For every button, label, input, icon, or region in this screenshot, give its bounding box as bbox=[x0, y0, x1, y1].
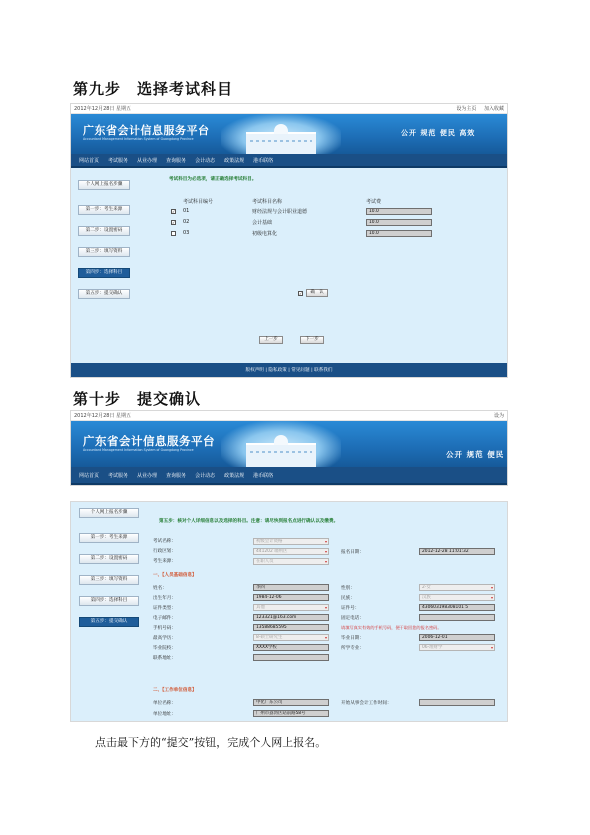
address-field[interactable] bbox=[253, 654, 329, 661]
site-banner bbox=[71, 114, 507, 154]
set-homepage-link[interactable]: 设为 bbox=[493, 413, 504, 419]
step9-screenshot bbox=[70, 103, 508, 378]
school-label: 毕业院校： bbox=[153, 646, 176, 651]
idtype-select[interactable]: 其他 ▾ bbox=[253, 604, 329, 611]
date-bar bbox=[71, 104, 507, 114]
main-nav bbox=[71, 154, 507, 168]
slogan: 公开 规范 便民 bbox=[446, 450, 505, 459]
site-title: 广东省会计信息服务平台 bbox=[83, 434, 215, 448]
site-subtitle: Accountant Management Information System of Guangdong Province bbox=[83, 448, 194, 452]
email-label: 电子邮件： bbox=[153, 616, 176, 621]
nav-policy[interactable]: 政策法规 bbox=[224, 157, 245, 164]
nav-practice[interactable]: 从业办理 bbox=[137, 157, 158, 164]
step-1-button[interactable]: 第一步：考生来源 bbox=[78, 205, 130, 215]
unit-address-field[interactable]: 广州市荔湾区站前路58号 bbox=[253, 710, 329, 717]
step-1-button[interactable]: 第一步：考生来源 bbox=[79, 533, 139, 543]
main-nav bbox=[71, 467, 507, 485]
confirm-button[interactable]: 确 认 bbox=[306, 289, 328, 297]
name-field[interactable]: 李四 bbox=[253, 584, 329, 591]
step9-heading: 第九步 选择考试科目 bbox=[73, 80, 234, 98]
edu-label: 最高学历： bbox=[153, 636, 176, 641]
edu-select[interactable]: 8-硕士研究生 ▾ bbox=[253, 634, 329, 641]
notice-text: 第五步：核对个人详细信息以及选择的科目。注意：请尽快到报名点进行确认以及缴费。 bbox=[159, 519, 339, 524]
step-2-button[interactable]: 第二步：设置密码 bbox=[78, 226, 130, 236]
top-links bbox=[488, 412, 504, 419]
start-work-field[interactable] bbox=[419, 699, 495, 706]
subject-03-name: 初级电算化 bbox=[252, 231, 278, 237]
date-bar bbox=[71, 411, 507, 421]
exam-name-select[interactable]: 初级会计资格 ▾ bbox=[253, 538, 329, 545]
phone-field[interactable] bbox=[419, 614, 495, 621]
subject-01-fee: 10.0 bbox=[366, 208, 432, 215]
major-label: 所学专业： bbox=[341, 646, 364, 651]
name-label: 姓名： bbox=[153, 586, 167, 591]
set-homepage-link[interactable]: 设为主页 bbox=[456, 106, 477, 112]
steps-title: 个人网上报名步骤 bbox=[79, 508, 139, 518]
footer-faq[interactable]: 常见问题 bbox=[291, 368, 310, 373]
ethnic-label: 民族： bbox=[341, 596, 355, 601]
subject-01-checkbox[interactable]: ✓ bbox=[172, 209, 176, 214]
nav-links[interactable]: 港币联络 bbox=[253, 157, 274, 164]
idno-field[interactable]: 430603198308101 5 bbox=[419, 604, 495, 611]
start-work-label: 开始从事会计工作时间： bbox=[341, 701, 392, 706]
steps-title: 个人网上报名步骤 bbox=[78, 180, 130, 190]
col-code-header: 考试科目编号 bbox=[183, 199, 214, 205]
site-footer: 版权声明 | 隐私政策 | 常见问题 | 联系我们 bbox=[71, 363, 507, 377]
footer-contact[interactable]: 联系我们 bbox=[314, 368, 333, 373]
building-image bbox=[246, 443, 316, 467]
work-info-title: 二、【工作单位信息】 bbox=[153, 688, 197, 693]
step-3-button[interactable]: 第三步：填写资料 bbox=[78, 247, 130, 257]
subject-03-checkbox[interactable] bbox=[171, 231, 176, 236]
nav-home[interactable]: 网站首页 bbox=[79, 157, 100, 164]
next-step-button[interactable]: 下一步 bbox=[300, 336, 324, 344]
school-field[interactable]: XXXX学校 bbox=[253, 644, 329, 651]
subject-03-code: 03 bbox=[183, 230, 190, 236]
site-title: 广东省会计信息服务平台 bbox=[83, 124, 210, 137]
ethnic-select[interactable]: 汉族 ▾ bbox=[419, 594, 495, 601]
idno-label: 证件号： bbox=[341, 606, 360, 611]
subject-03-fee: 10.0 bbox=[366, 230, 432, 237]
step-5-button[interactable]: 第五步：提交确认 bbox=[79, 617, 139, 627]
step10-header-screenshot bbox=[70, 410, 508, 486]
footer-copyright[interactable]: 版权声明 bbox=[245, 368, 264, 373]
step-2-button[interactable]: 第二步：设置密码 bbox=[79, 554, 139, 564]
grad-date-field[interactable]: 2006-12-01 bbox=[419, 634, 495, 641]
building-image bbox=[246, 132, 316, 154]
confirm-checkbox[interactable]: ✓ bbox=[299, 291, 303, 296]
nav-policy[interactable]: 政策法规 bbox=[224, 472, 245, 479]
region-select[interactable]: 441202 端州区 ▾ bbox=[253, 548, 329, 555]
mobile-hint: 请填写真实有效的手机号码，便于取回您的报名密码。 bbox=[341, 625, 442, 630]
email-field[interactable]: 123321@163.com bbox=[253, 614, 329, 621]
nav-home[interactable]: 网站首页 bbox=[79, 472, 100, 479]
footer-privacy[interactable]: 隐私政策 bbox=[268, 368, 287, 373]
step-4-button[interactable]: 第四步：选择科目 bbox=[78, 268, 130, 278]
nav-news[interactable]: 会计动态 bbox=[195, 157, 216, 164]
unit-label: 单位名称： bbox=[153, 701, 176, 706]
nav-exam[interactable]: 考试服务 bbox=[108, 472, 129, 479]
grad-date-label: 毕业日期： bbox=[341, 636, 364, 641]
unit-field[interactable]: 中化广东公司 bbox=[253, 699, 329, 706]
nav-practice[interactable]: 从业办理 bbox=[137, 472, 158, 479]
subject-02-code: 02 bbox=[183, 219, 190, 225]
unit-address-label: 单位地址： bbox=[153, 712, 176, 717]
subject-01-code: 01 bbox=[183, 208, 190, 214]
address-label: 联系地址： bbox=[153, 656, 176, 661]
nav-exam[interactable]: 考试服务 bbox=[108, 157, 129, 164]
step9-content bbox=[71, 168, 507, 377]
reg-date-field[interactable]: 2012-12-28 11:01:32 bbox=[419, 548, 495, 555]
col-fee-header: 考试费 bbox=[366, 199, 382, 205]
subject-02-checkbox[interactable]: ✓ bbox=[172, 220, 176, 225]
nav-query[interactable]: 查询服务 bbox=[166, 472, 187, 479]
site-subtitle: Accountant Management Information System of Guangdong Province bbox=[83, 137, 194, 141]
gender-select[interactable]: 2-女 ▾ bbox=[419, 584, 495, 591]
site-banner bbox=[71, 421, 507, 467]
nav-links[interactable]: 港币联络 bbox=[253, 472, 274, 479]
exam-name-label: 考试名称： bbox=[153, 539, 176, 544]
birth-field[interactable]: 1984-12-06 bbox=[253, 594, 329, 601]
step10-form-screenshot bbox=[70, 501, 508, 722]
source-label: 考生来源： bbox=[153, 559, 176, 564]
date-text: 2012年12月28日 星期五 bbox=[74, 413, 132, 419]
top-links bbox=[450, 105, 504, 112]
mobile-field[interactable]: 13588685595 bbox=[253, 624, 329, 631]
subject-02-name: 会计基础 bbox=[252, 220, 273, 226]
nav-query[interactable]: 查询服务 bbox=[166, 157, 187, 164]
nav-news[interactable]: 会计动态 bbox=[195, 472, 216, 479]
step-4-button[interactable]: 第四步：选择科目 bbox=[79, 596, 139, 606]
basic-info-title: 一、【人员基础信息】 bbox=[153, 573, 197, 578]
reg-date-label: 报名日期： bbox=[341, 550, 364, 555]
slogan: 公开 规范 便民 高效 bbox=[401, 129, 476, 137]
col-name-header: 考试科目名称 bbox=[252, 199, 283, 205]
subject-02-fee: 10.0 bbox=[366, 219, 432, 226]
gender-label: 性别： bbox=[341, 586, 355, 591]
region-label: 行政区划： bbox=[153, 549, 176, 554]
step-5-button[interactable]: 第五步：提交确认 bbox=[78, 289, 130, 299]
major-select[interactable]: 06-理财学 ▾ bbox=[419, 644, 495, 651]
idtype-label: 证件类型： bbox=[153, 606, 176, 611]
birth-label: 出生年月： bbox=[153, 596, 176, 601]
source-select[interactable]: 在职人员 ▾ bbox=[253, 558, 329, 565]
step-3-button[interactable]: 第三步：填写资料 bbox=[79, 575, 139, 585]
add-favorite-link[interactable]: 加入收藏 bbox=[483, 106, 504, 112]
prev-step-button[interactable]: 上一步 bbox=[259, 336, 283, 344]
mobile-label: 手机号码： bbox=[153, 626, 176, 631]
date-text: 2012年12月28日 星期五 bbox=[74, 106, 132, 112]
subject-01-name: 财经法规与会计职业道德 bbox=[252, 209, 308, 215]
notice-text: 考试科目为必选项，请正确选择考试科目。 bbox=[169, 177, 257, 182]
caption-text: 点击最下方的“提交”按钮，完成个人网上报名。 bbox=[95, 736, 327, 749]
step10-heading: 第十步 提交确认 bbox=[73, 390, 202, 408]
phone-label: 固定电话： bbox=[341, 616, 364, 621]
